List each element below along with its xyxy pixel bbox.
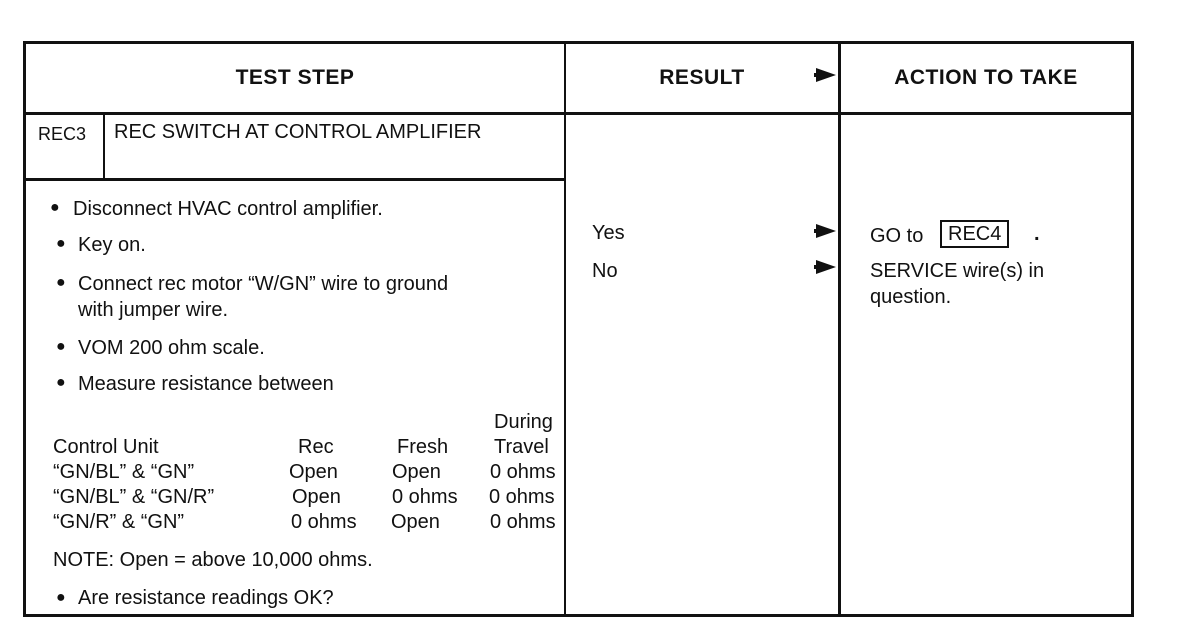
result-no: No [592,260,618,282]
step-id: REC3 [38,124,87,144]
instruction-4: VOM 200 ohm scale. [78,337,265,359]
result-yes-arrow-icon [816,224,836,238]
action-goto-prefix: GO to [870,225,924,247]
instruction-1: Disconnect HVAC control amplifier. [73,198,383,220]
bullet-icon: ● [56,235,66,252]
table-row-3-fresh: Open [391,511,440,533]
table-row-2-during-travel: 0 ohms [489,486,555,508]
result-no-arrow-icon [816,260,836,274]
header-test-step: TEST STEP [235,66,355,89]
table-row-1-during-travel: 0 ohms [490,461,556,483]
action-service-line-1: SERVICE wire(s) in [870,260,1045,282]
instruction-2: Key on. [78,234,146,256]
header-result: RESULT [659,66,745,89]
table-border-bottom [23,614,1134,617]
table-col-header-fresh: Fresh [397,436,449,458]
table-border-right [1131,41,1134,617]
table-row-2-rec: Open [292,486,341,508]
table-border-top [23,41,1134,44]
column-divider-1 [564,41,566,617]
instruction-3-line-1: Connect rec motor “W/GN” wire to ground [78,273,449,295]
table-row-1-fresh: Open [392,461,441,483]
instruction-5: Measure resistance between [78,373,334,395]
step-title-divider [23,178,566,181]
note: NOTE: Open = above 10,000 ohms. [53,549,373,571]
bullet-icon: ● [56,589,66,606]
step-id-divider [103,112,105,180]
result-yes: Yes [592,222,625,244]
action-goto-suffix: . [1034,223,1040,245]
header-action-to-take: ACTION TO TAKE [894,66,1078,89]
action-goto-target: REC4 [940,220,1009,248]
table-row-1-unit: “GN/BL” & “GN” [53,461,195,483]
bullet-icon: ● [56,338,66,355]
step-title: REC SWITCH AT CONTROL AMPLIFIER [114,121,482,143]
bullet-icon: ● [56,374,66,391]
table-row-1-rec: Open [289,461,338,483]
column-divider-2 [838,41,841,617]
action-service-line-2: question. [870,286,952,308]
question: Are resistance readings OK? [78,587,334,609]
table-row-3-rec: 0 ohms [291,511,357,533]
instruction-3-line-2: with jumper wire. [78,299,229,321]
bullet-icon: ● [56,274,66,291]
table-row-3-unit: “GN/R” & “GN” [53,511,185,533]
table-row-2-unit: “GN/BL” & “GN/R” [53,486,215,508]
table-col-header-travel: Travel [494,436,549,458]
header-divider [23,112,1134,115]
table-border-left [23,41,26,617]
bullet-icon: ● [50,199,60,216]
table-row-3-during-travel: 0 ohms [490,511,556,533]
table-col-header-rec: Rec [298,436,334,458]
header-arrow-icon [816,68,836,82]
table-col-header-during: During [494,411,553,433]
table-row-2-fresh: 0 ohms [392,486,458,508]
table-col-header-control-unit: Control Unit [53,436,159,458]
